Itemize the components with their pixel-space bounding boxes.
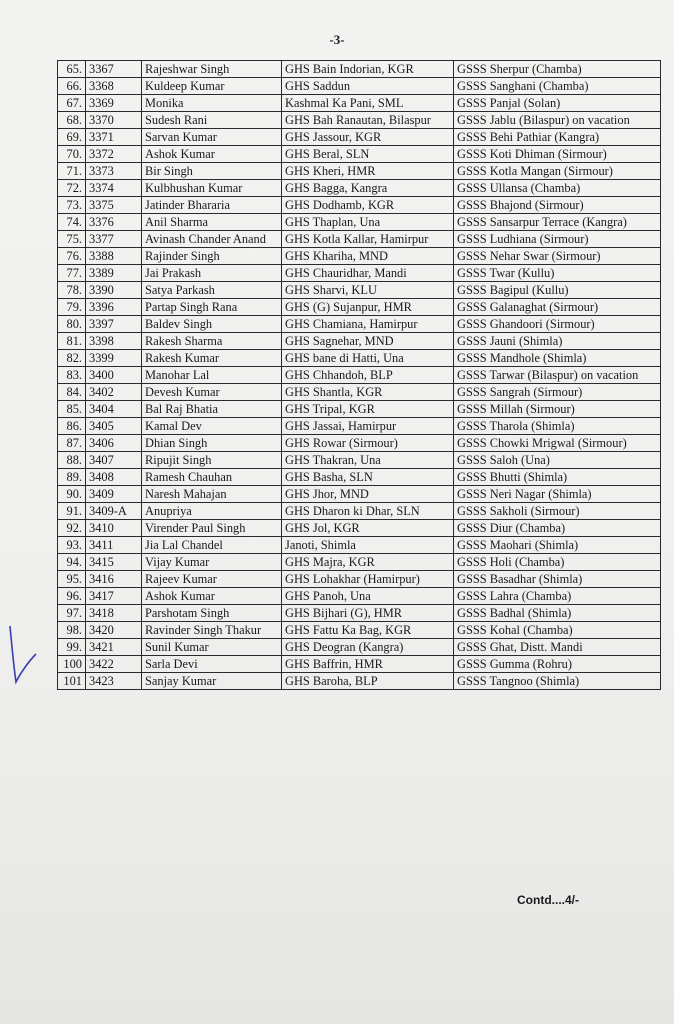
table-row (58, 333, 661, 350)
table-row (58, 231, 661, 248)
name-cell: Anupriya (142, 503, 282, 520)
to-school-cell: GSSS Maohari (Shimla) (454, 537, 661, 554)
id-cell: 3375 (86, 197, 142, 214)
table-row (58, 588, 661, 605)
from-school-cell: GHS Shantla, KGR (282, 384, 454, 401)
id-cell: 3396 (86, 299, 142, 316)
table-row (58, 469, 661, 486)
name-cell: Sanjay Kumar (142, 673, 282, 690)
from-school-cell: GHS Bain Indorian, KGR (282, 61, 454, 78)
name-cell: Sarvan Kumar (142, 129, 282, 146)
to-school-cell: GSSS Jauni (Shimla) (454, 333, 661, 350)
name-cell: Ravinder Singh Thakur (142, 622, 282, 639)
serial-number-cell: 66. (58, 78, 86, 95)
table-row (58, 78, 661, 95)
to-school-cell: GSSS Panjal (Solan) (454, 95, 661, 112)
serial-number-cell: 95. (58, 571, 86, 588)
id-cell: 3367 (86, 61, 142, 78)
name-cell: Sarla Devi (142, 656, 282, 673)
serial-number-cell: 97. (58, 605, 86, 622)
id-cell: 3397 (86, 316, 142, 333)
serial-number-cell: 75. (58, 231, 86, 248)
to-school-cell: GSSS Tarwar (Bilaspur) on vacation (454, 367, 661, 384)
serial-number-cell: 85. (58, 401, 86, 418)
from-school-cell: GHS Rowar (Sirmour) (282, 435, 454, 452)
serial-number-cell: 80. (58, 316, 86, 333)
continued-label: Contd....4/- (517, 893, 579, 907)
transfer-table (57, 60, 661, 690)
table-body (58, 61, 661, 690)
name-cell: Kuldeep Kumar (142, 78, 282, 95)
serial-number-cell: 86. (58, 418, 86, 435)
id-cell: 3417 (86, 588, 142, 605)
id-cell: 3409 (86, 486, 142, 503)
from-school-cell: GHS Bijhari (G), HMR (282, 605, 454, 622)
to-school-cell: GSSS Behi Pathiar (Kangra) (454, 129, 661, 146)
name-cell: Rakesh Kumar (142, 350, 282, 367)
from-school-cell: GHS (G) Sujanpur, HMR (282, 299, 454, 316)
name-cell: Satya Parkash (142, 282, 282, 299)
serial-number-cell: 79. (58, 299, 86, 316)
table-row (58, 656, 661, 673)
id-cell: 3411 (86, 537, 142, 554)
serial-number-cell: 69. (58, 129, 86, 146)
serial-number-cell: 72. (58, 180, 86, 197)
name-cell: Baldev Singh (142, 316, 282, 333)
table-row (58, 180, 661, 197)
from-school-cell: GHS Chhandoh, BLP (282, 367, 454, 384)
table-row (58, 316, 661, 333)
from-school-cell: GHS Saddun (282, 78, 454, 95)
to-school-cell: GSSS Tangnoo (Shimla) (454, 673, 661, 690)
to-school-cell: GSSS Diur (Chamba) (454, 520, 661, 537)
name-cell: Kulbhushan Kumar (142, 180, 282, 197)
to-school-cell: GSSS Neri Nagar (Shimla) (454, 486, 661, 503)
from-school-cell: GHS Jol, KGR (282, 520, 454, 537)
name-cell: Bir Singh (142, 163, 282, 180)
table-row (58, 622, 661, 639)
to-school-cell: GSSS Bhajond (Sirmour) (454, 197, 661, 214)
table-row (58, 248, 661, 265)
name-cell: Dhian Singh (142, 435, 282, 452)
id-cell: 3371 (86, 129, 142, 146)
from-school-cell: GHS Jhor, MND (282, 486, 454, 503)
serial-number-cell: 83. (58, 367, 86, 384)
to-school-cell: GSSS Sansarpur Terrace (Kangra) (454, 214, 661, 231)
from-school-cell: GHS Baffrin, HMR (282, 656, 454, 673)
to-school-cell: GSSS Lahra (Chamba) (454, 588, 661, 605)
name-cell: Jai Prakash (142, 265, 282, 282)
name-cell: Parshotam Singh (142, 605, 282, 622)
to-school-cell: GSSS Twar (Kullu) (454, 265, 661, 282)
table-row (58, 299, 661, 316)
name-cell: Rajeshwar Singh (142, 61, 282, 78)
table-row (58, 163, 661, 180)
to-school-cell: GSSS Ludhiana (Sirmour) (454, 231, 661, 248)
table-row (58, 265, 661, 282)
id-cell: 3374 (86, 180, 142, 197)
id-cell: 3404 (86, 401, 142, 418)
name-cell: Rajeev Kumar (142, 571, 282, 588)
id-cell: 3405 (86, 418, 142, 435)
to-school-cell: GSSS Ghat, Distt. Mandi (454, 639, 661, 656)
serial-number-cell: 82. (58, 350, 86, 367)
id-cell: 3369 (86, 95, 142, 112)
to-school-cell: GSSS Holi (Chamba) (454, 554, 661, 571)
name-cell: Monika (142, 95, 282, 112)
serial-number-cell: 77. (58, 265, 86, 282)
from-school-cell: GHS bane di Hatti, Una (282, 350, 454, 367)
table-row (58, 571, 661, 588)
name-cell: Rajinder Singh (142, 248, 282, 265)
id-cell: 3409-A (86, 503, 142, 520)
to-school-cell: GSSS Bhutti (Shimla) (454, 469, 661, 486)
serial-number-cell: 96. (58, 588, 86, 605)
to-school-cell: GSSS Millah (Sirmour) (454, 401, 661, 418)
name-cell: Ashok Kumar (142, 146, 282, 163)
table-row (58, 367, 661, 384)
page-number: -3- (329, 32, 345, 47)
from-school-cell: GHS Panoh, Una (282, 588, 454, 605)
from-school-cell: Janoti, Shimla (282, 537, 454, 554)
table-row (58, 112, 661, 129)
id-cell: 3390 (86, 282, 142, 299)
to-school-cell: GSSS Sangrah (Sirmour) (454, 384, 661, 401)
to-school-cell: GSSS Sherpur (Chamba) (454, 61, 661, 78)
from-school-cell: GHS Majra, KGR (282, 554, 454, 571)
from-school-cell: GHS Chamiana, Hamirpur (282, 316, 454, 333)
id-cell: 3421 (86, 639, 142, 656)
name-cell: Bal Raj Bhatia (142, 401, 282, 418)
from-school-cell: GHS Jassour, KGR (282, 129, 454, 146)
name-cell: Jatinder Bhararia (142, 197, 282, 214)
table-row (58, 486, 661, 503)
name-cell: Ripujit Singh (142, 452, 282, 469)
serial-number-cell: 94. (58, 554, 86, 571)
name-cell: Partap Singh Rana (142, 299, 282, 316)
to-school-cell: GSSS Saloh (Una) (454, 452, 661, 469)
to-school-cell: GSSS Koti Dhiman (Sirmour) (454, 146, 661, 163)
to-school-cell: GSSS Mandhole (Shimla) (454, 350, 661, 367)
name-cell: Sudesh Rani (142, 112, 282, 129)
table-row (58, 282, 661, 299)
id-cell: 3368 (86, 78, 142, 95)
serial-number-cell: 98. (58, 622, 86, 639)
serial-number-cell: 93. (58, 537, 86, 554)
name-cell: Naresh Mahajan (142, 486, 282, 503)
table-row (58, 554, 661, 571)
id-cell: 3372 (86, 146, 142, 163)
serial-number-cell: 91. (58, 503, 86, 520)
name-cell: Rakesh Sharma (142, 333, 282, 350)
to-school-cell: GSSS Tharola (Shimla) (454, 418, 661, 435)
from-school-cell: Kashmal Ka Pani, SML (282, 95, 454, 112)
serial-number-cell: 65. (58, 61, 86, 78)
table-row (58, 214, 661, 231)
name-cell: Ashok Kumar (142, 588, 282, 605)
serial-number-cell: 84. (58, 384, 86, 401)
serial-number-cell: 100 (58, 656, 86, 673)
id-cell: 3418 (86, 605, 142, 622)
id-cell: 3373 (86, 163, 142, 180)
from-school-cell: GHS Deogran (Kangra) (282, 639, 454, 656)
serial-number-cell: 101 (58, 673, 86, 690)
to-school-cell: GSSS Sanghani (Chamba) (454, 78, 661, 95)
table-row (58, 401, 661, 418)
from-school-cell: GHS Fattu Ka Bag, KGR (282, 622, 454, 639)
from-school-cell: GHS Thaplan, Una (282, 214, 454, 231)
id-cell: 3415 (86, 554, 142, 571)
to-school-cell: GSSS Bagipul (Kullu) (454, 282, 661, 299)
serial-number-cell: 99. (58, 639, 86, 656)
from-school-cell: GHS Thakran, Una (282, 452, 454, 469)
name-cell: Virender Paul Singh (142, 520, 282, 537)
id-cell: 3398 (86, 333, 142, 350)
table-row (58, 673, 661, 690)
serial-number-cell: 81. (58, 333, 86, 350)
from-school-cell: GHS Lohakhar (Hamirpur) (282, 571, 454, 588)
name-cell: Anil Sharma (142, 214, 282, 231)
table-row (58, 129, 661, 146)
to-school-cell: GSSS Gumma (Rohru) (454, 656, 661, 673)
to-school-cell: GSSS Chowki Mrigwal (Sirmour) (454, 435, 661, 452)
from-school-cell: GHS Bagga, Kangra (282, 180, 454, 197)
from-school-cell: GHS Bah Ranautan, Bilaspur (282, 112, 454, 129)
from-school-cell: GHS Baroha, BLP (282, 673, 454, 690)
to-school-cell: GSSS Badhal (Shimla) (454, 605, 661, 622)
name-cell: Sunil Kumar (142, 639, 282, 656)
serial-number-cell: 92. (58, 520, 86, 537)
name-cell: Manohar Lal (142, 367, 282, 384)
id-cell: 3406 (86, 435, 142, 452)
serial-number-cell: 78. (58, 282, 86, 299)
id-cell: 3399 (86, 350, 142, 367)
id-cell: 3420 (86, 622, 142, 639)
table-row (58, 418, 661, 435)
table-row (58, 61, 661, 78)
from-school-cell: GHS Sharvi, KLU (282, 282, 454, 299)
serial-number-cell: 74. (58, 214, 86, 231)
id-cell: 3389 (86, 265, 142, 282)
serial-number-cell: 87. (58, 435, 86, 452)
serial-number-cell: 76. (58, 248, 86, 265)
from-school-cell: GHS Chauridhar, Mandi (282, 265, 454, 282)
to-school-cell: GSSS Sakholi (Sirmour) (454, 503, 661, 520)
from-school-cell: GHS Dharon ki Dhar, SLN (282, 503, 454, 520)
table-row (58, 639, 661, 656)
table-row (58, 503, 661, 520)
serial-number-cell: 73. (58, 197, 86, 214)
table-row (58, 452, 661, 469)
from-school-cell: GHS Beral, SLN (282, 146, 454, 163)
id-cell: 3410 (86, 520, 142, 537)
from-school-cell: GHS Basha, SLN (282, 469, 454, 486)
id-cell: 3402 (86, 384, 142, 401)
id-cell: 3376 (86, 214, 142, 231)
id-cell: 3408 (86, 469, 142, 486)
serial-number-cell: 90. (58, 486, 86, 503)
table-row (58, 520, 661, 537)
table-row (58, 605, 661, 622)
id-cell: 3388 (86, 248, 142, 265)
from-school-cell: GHS Kheri, HMR (282, 163, 454, 180)
id-cell: 3377 (86, 231, 142, 248)
from-school-cell: GHS Khariha, MND (282, 248, 454, 265)
serial-number-cell: 88. (58, 452, 86, 469)
to-school-cell: GSSS Kotla Mangan (Sirmour) (454, 163, 661, 180)
to-school-cell: GSSS Jablu (Bilaspur) on vacation (454, 112, 661, 129)
table-row (58, 350, 661, 367)
table-row (58, 95, 661, 112)
name-cell: Kamal Dev (142, 418, 282, 435)
table-row (58, 435, 661, 452)
from-school-cell: GHS Dodhamb, KGR (282, 197, 454, 214)
id-cell: 3400 (86, 367, 142, 384)
table-row (58, 537, 661, 554)
serial-number-cell: 67. (58, 95, 86, 112)
id-cell: 3416 (86, 571, 142, 588)
handwritten-tick-mark (2, 618, 42, 688)
table-row (58, 146, 661, 163)
from-school-cell: GHS Tripal, KGR (282, 401, 454, 418)
name-cell: Ramesh Chauhan (142, 469, 282, 486)
to-school-cell: GSSS Basadhar (Shimla) (454, 571, 661, 588)
id-cell: 3407 (86, 452, 142, 469)
id-cell: 3422 (86, 656, 142, 673)
name-cell: Jia Lal Chandel (142, 537, 282, 554)
serial-number-cell: 68. (58, 112, 86, 129)
from-school-cell: GHS Kotla Kallar, Hamirpur (282, 231, 454, 248)
id-cell: 3423 (86, 673, 142, 690)
name-cell: Devesh Kumar (142, 384, 282, 401)
to-school-cell: GSSS Kohal (Chamba) (454, 622, 661, 639)
from-school-cell: GHS Jassai, Hamirpur (282, 418, 454, 435)
table-row (58, 384, 661, 401)
serial-number-cell: 70. (58, 146, 86, 163)
serial-number-cell: 89. (58, 469, 86, 486)
serial-number-cell: 71. (58, 163, 86, 180)
to-school-cell: GSSS Nehar Swar (Sirmour) (454, 248, 661, 265)
table-row (58, 197, 661, 214)
to-school-cell: GSSS Ullansa (Chamba) (454, 180, 661, 197)
to-school-cell: GSSS Galanaghat (Sirmour) (454, 299, 661, 316)
from-school-cell: GHS Sagnehar, MND (282, 333, 454, 350)
name-cell: Avinash Chander Anand (142, 231, 282, 248)
id-cell: 3370 (86, 112, 142, 129)
to-school-cell: GSSS Ghandoori (Sirmour) (454, 316, 661, 333)
name-cell: Vijay Kumar (142, 554, 282, 571)
